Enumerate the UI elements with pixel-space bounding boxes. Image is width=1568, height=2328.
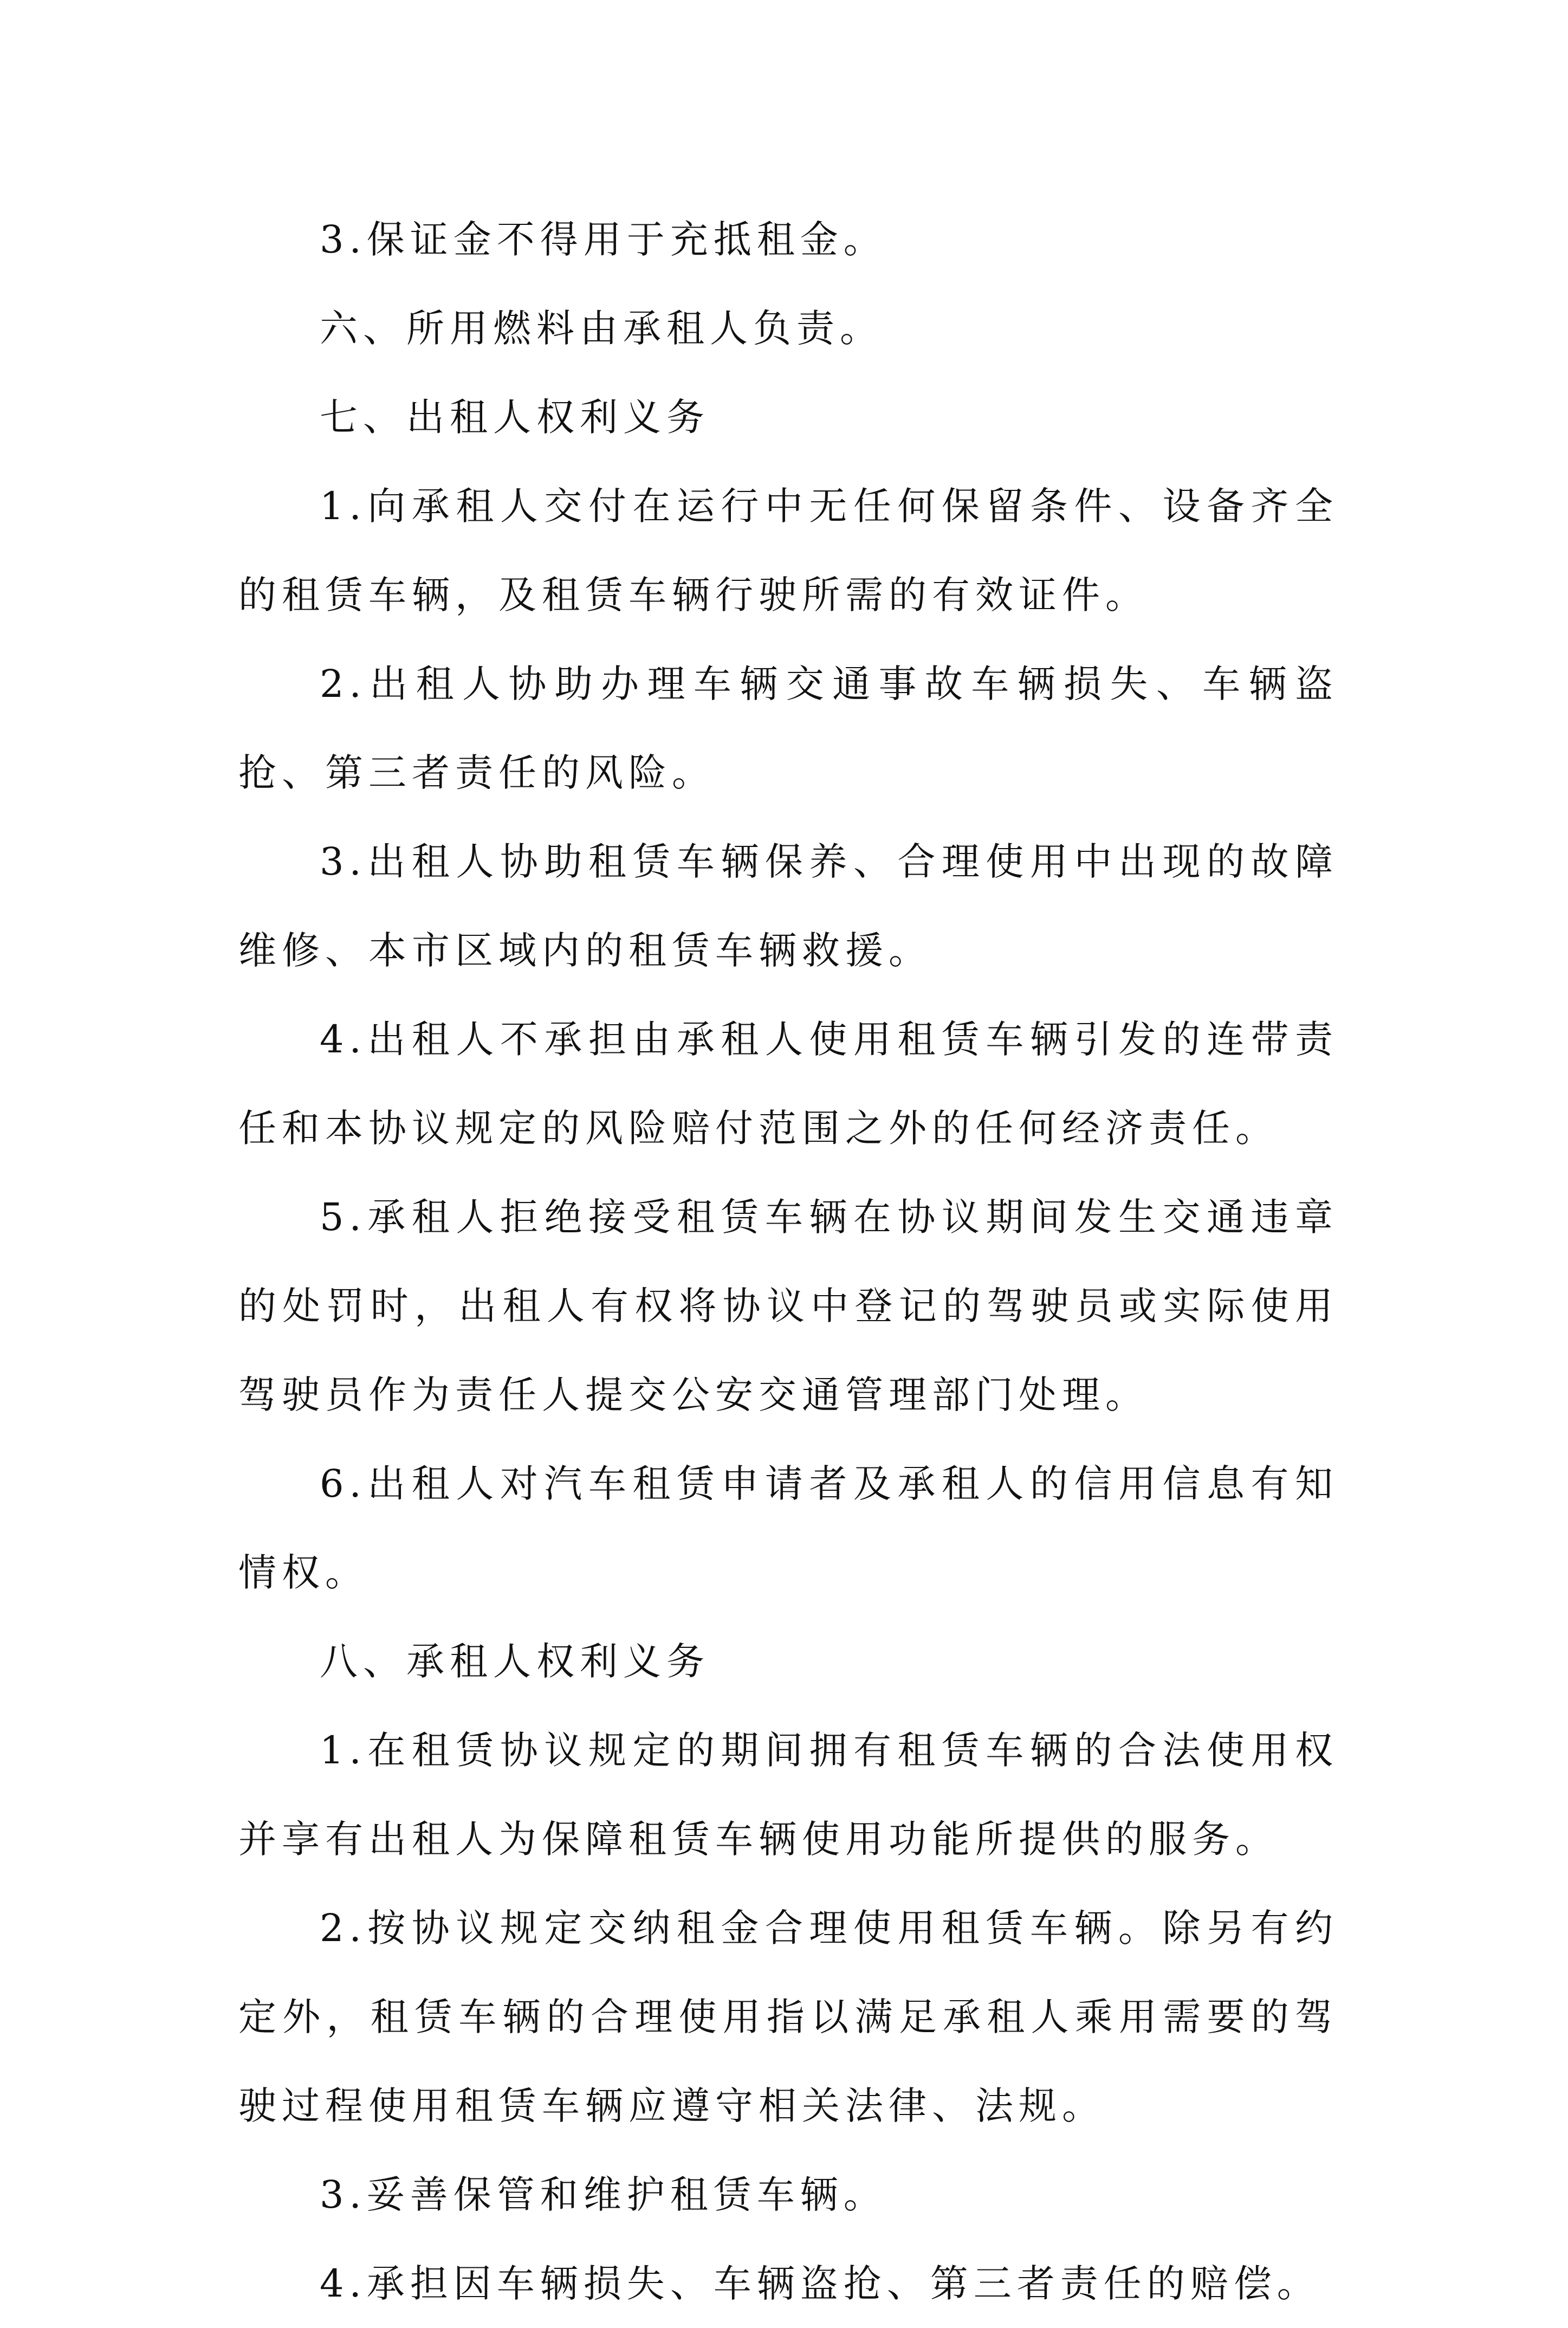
paragraph-section-6: 六、所用燃料由承租人负责。 — [320, 306, 883, 351]
paragraph-lessee-1: 1.在租赁协议规定的期间拥有租赁车辆的合法使用权并享有出租人为保障租赁车辆使用功能所提供的服务。 — [238, 1728, 1338, 1861]
paragraph-deposit-3: 3.保证金不得用于充抵租金。 — [320, 217, 887, 262]
paragraph-lessor-2: 2.出租人协助办理车辆交通事故车辆损失、车辆盗抢、第三者责任的风险。 — [238, 662, 1338, 795]
paragraph-lessor-3: 3.出租人协助租赁车辆保养、合理使用中出现的故障维修、本市区域内的租赁车辆救援。 — [238, 839, 1338, 973]
paragraph-lessee-2: 2.按协议规定交纳租金合理使用租赁车辆。除另有约定外，租赁车辆的合理使用指以满足承租人乘用需要的驾驶过程使用租赁车辆应遵守相关法律、法规。 — [238, 1906, 1338, 2128]
paragraph-lessor-4: 4.出租人不承担由承租人使用租赁车辆引发的连带责任和本协议规定的风险赔付范围之外的任何经济责任。 — [238, 1017, 1338, 1150]
heading-section-8: 八、承租人权利义务 — [320, 1639, 710, 1684]
paragraph-lessee-3: 3.妥善保管和维护租赁车辆。 — [320, 2172, 887, 2217]
paragraph-lessee-4: 4.承担因车辆损失、车辆盗抢、第三者责任的赔偿。 — [320, 2261, 1320, 2306]
paragraph-lessor-5: 5.承租人拒绝接受租赁车辆在协议期间发生交通违章的处罚时，出租人有权将协议中登记的驾驶员或实际使用驾驶员作为责任人提交公安交通管理部门处理。 — [238, 1195, 1338, 1417]
paragraph-lessor-1: 1.向承租人交付在运行中无任何保留条件、设备齐全的租赁车辆，及租赁车辆行驶所需的有效证件。 — [238, 484, 1338, 617]
heading-section-7: 七、出租人权利义务 — [320, 395, 710, 439]
paragraph-lessor-6: 6.出租人对汽车租赁申请者及承租人的信用信息有知情权。 — [238, 1462, 1338, 1595]
document-body — [238, 195, 1338, 2328]
